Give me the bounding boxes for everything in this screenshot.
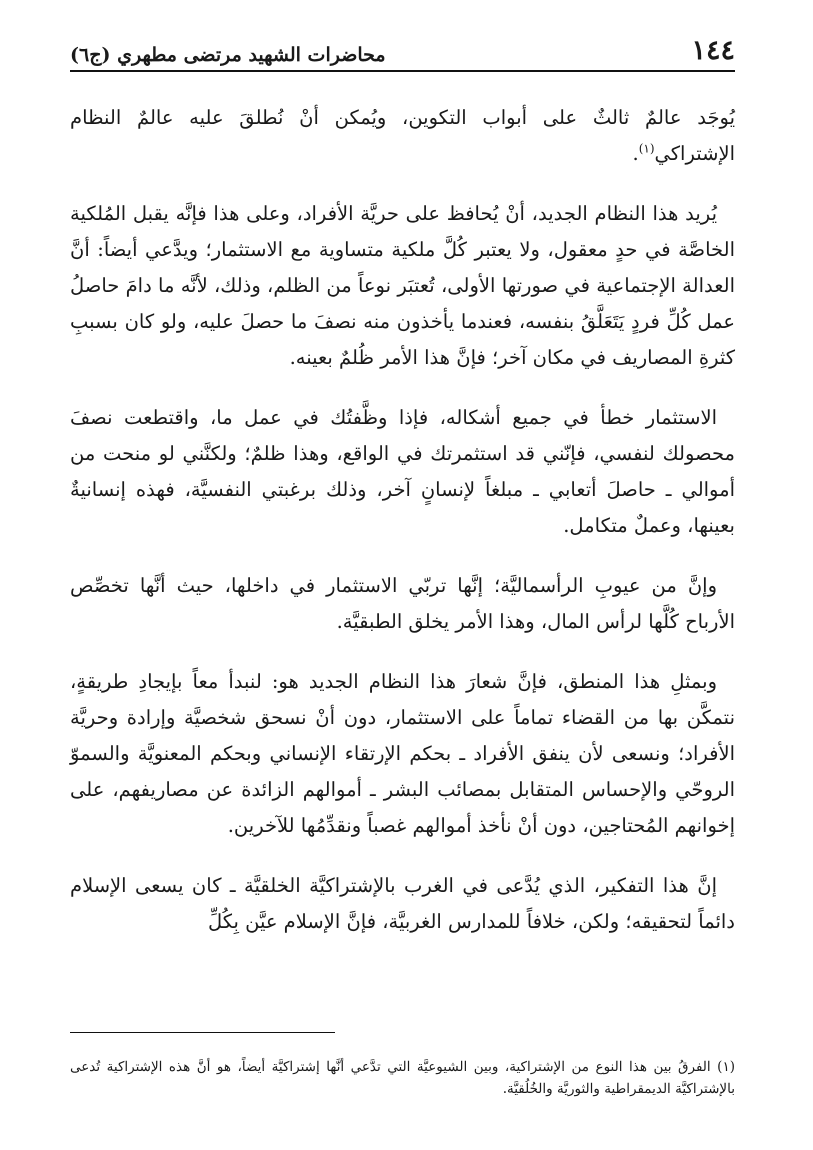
- paragraph-1-text: يُوجَد عالمٌ ثالثٌ على أبواب التكوين، ويُمكن أنْ نُطلقَ عليه عالمٌ النظام الإشتراكي: [70, 106, 735, 165]
- running-title: محاضرات الشهيد مرتضى مطهري (ج٦): [70, 44, 386, 66]
- page-header: [70, 30, 735, 72]
- paragraph-5: وبمثلِ هذا المنطق، فإنَّ شعارَ هذا النظام الجديد هو: لنبدأ معاً بإيجادِ طريقةٍ، نتمكَّن بها من القضاء تماماً على الاستثمار، دون أنْ نسحق شخصيَّة وإرادة وحريَّة الأفراد؛ ونسعى لأن ينفق الأفراد ـ بحكم الإرتقاء الإنساني وبحكم المعنويَّة والسموّ الروحّي والإحساس المتقابل بمصائب البشر ـ أموالهم الزائدة عن مصاريفهم، على إخوانهم المُحتاجين، دون أنْ نأخذ أموالهم غصباً ونقدِّمُها للآخرين.: [70, 670, 735, 837]
- paragraph-2: يُريد هذا النظام الجديد، أنْ يُحافظ على حريَّة الأفراد، وعلى هذا فإنَّه يقبل المُلكية الخاصَّة في حدٍ معقول، ولا يعتبر كُلَّ ملكية متساوية مع الاستثمار؛ ويدَّعي أيضاً: أنَّ العدالة الإجتماعية في صورتها الأولى، تُعتبَر نوعاً من الظلم، وذلك، لأنَّه ما دامَ حاصلُ عمل كُلِّ فردٍ يَتَعَلَّقُ بنفسه، فعندما يأخذون منه نصفَ ما حصلَ عليه، ولو كان بسببِ كثرةِ المصاريف في مكان آخر؛ فإنَّ هذا الأمر ظُلمٌ بعينه.: [70, 202, 735, 369]
- footnote-reference: (١): [638, 141, 655, 156]
- page-number: ١٤٤: [691, 35, 735, 66]
- paragraph-1-end: .: [632, 142, 639, 165]
- book-page: [70, 30, 735, 1130]
- body-text: [70, 100, 735, 940]
- paragraph-1: [70, 100, 735, 172]
- paragraph-6: إنَّ هذا التفكير، الذي يُدَّعى في الغرب بالإشتراكيَّة الخلقيَّة ـ كان يسعى الإسلام دائماً لتحقيقه؛ ولكن، خلافاً للمدارس الغربيَّة، فإنَّ الإسلام عيَّن بِكُلِّ: [70, 874, 735, 933]
- footnote-divider: [70, 1032, 335, 1033]
- paragraph-3: الاستثمار خطأ في جميع أشكاله، فإذا وظَّفتُك في عمل ما، واقتطعت نصفَ محصولك لنفسي، فإنّني قد استثمرتك في الواقع، وهذا ظلمٌ؛ ولكنَّني لو منحت من أموالي ـ حاصلَ أتعابي ـ مبلغاً لإنسانٍ آخر، وذلك برغبتي النفسيَّة، فهذه إنسانيةٌ بعينها، وعملٌ متكامل.: [70, 406, 735, 537]
- paragraph-4: وإنَّ من عيوبِ الرأسماليَّة؛ إنَّها تربّي الاستثمار في داخلها، حيث أنَّها تخصِّص الأرباح كُلَّها لرأس المال، وهذا الأمر يخلق الطبقيَّة.: [70, 574, 735, 633]
- footnote: (١) الفرقُ بين هذا النوع من الإشتراكية، وبين الشيوعيَّة التي تدَّعي أنَّها إشتراكيَّة أيضاً، هو أنَّ هذه الإشتراكية تُدعى بالإشتراكيَّة الديمقراطية والثوريَّة والخُلُقيَّة.: [70, 1058, 735, 1097]
